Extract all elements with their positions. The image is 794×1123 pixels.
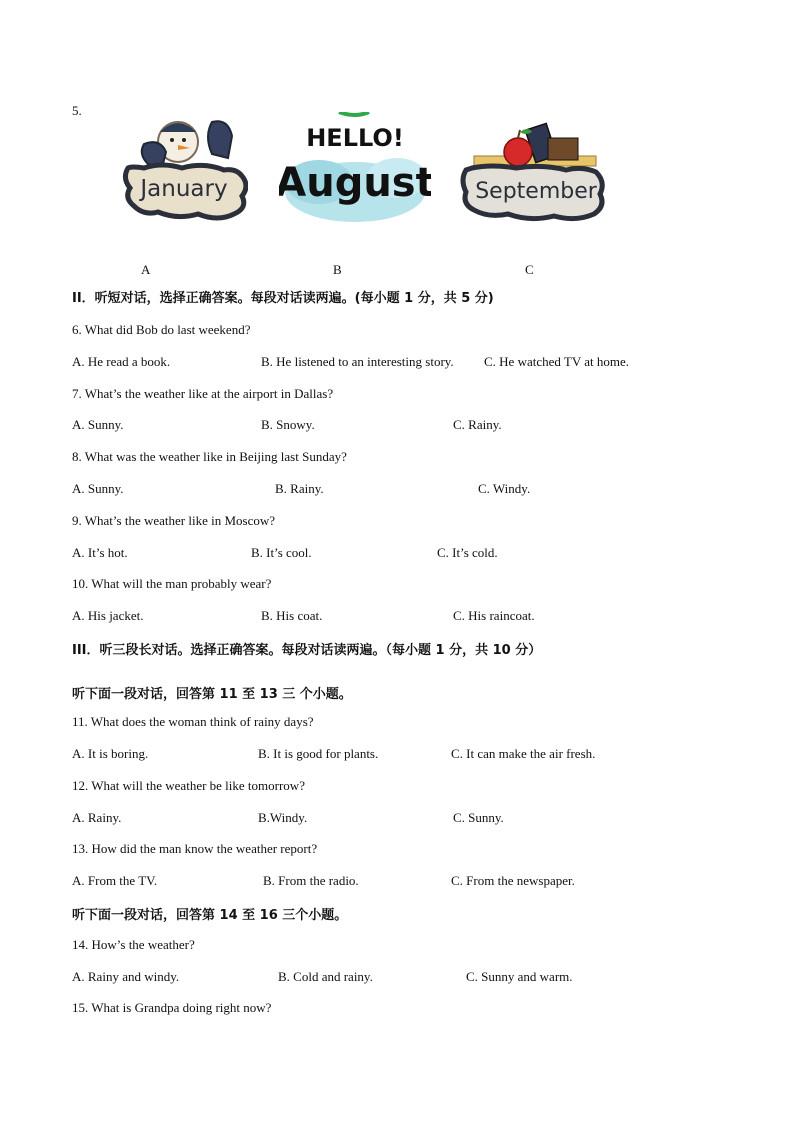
section-3-title: III．听三段长对话。选择正确答案。每段对话读两遍。（每小题 1 分，共 10 分） <box>72 643 542 658</box>
picture-a-word: January <box>140 176 228 202</box>
question-12-option-c: C. Sunny. <box>453 810 504 825</box>
question-11-option-c: C. It can make the air fresh. <box>451 746 596 761</box>
question-13-option-a: A. From the TV. <box>72 873 158 888</box>
question-7-option-a: A. Sunny. <box>72 417 124 432</box>
question-8: 8. What was the weather like in Beijing last Sunday? <box>72 449 347 464</box>
question-9-option-c: C. It’s cold. <box>437 545 498 560</box>
question-14-option-a: A. Rainy and windy. <box>72 969 180 984</box>
question-6-option-a: A. He read a book. <box>72 354 171 369</box>
question-11-option-a: A. It is boring. <box>72 746 149 761</box>
question-10-option-c: C. His raincoat. <box>453 608 535 623</box>
question-7-option-b: B. Snowy. <box>261 417 315 432</box>
question-10-option-a: A. His jacket. <box>72 608 144 623</box>
picture-b-august <box>279 112 431 233</box>
question-11-option-b: B. It is good for plants. <box>258 746 379 761</box>
question-12-option-b: B.Windy. <box>258 810 308 825</box>
picture-c-september <box>460 118 610 226</box>
question-12: 12. What will the weather be like tomorrow? <box>72 778 305 793</box>
question-8-option-c: C. Windy. <box>478 481 531 496</box>
picture-a-label: A <box>141 262 151 277</box>
question-13: 13. How did the man know the weather report? <box>72 841 318 856</box>
question-9-option-b: B. It’s cool. <box>251 545 312 560</box>
question-6: 6. What did Bob do last weekend? <box>72 322 251 337</box>
apple-books-icon <box>460 118 610 226</box>
section-3-group-1-instruction: 听下面一段对话，回答第 11 至 13 三 个小题。 <box>72 687 352 702</box>
picture-c-word: September <box>475 179 597 204</box>
question-7: 7. What’s the weather like at the airport in Dallas? <box>72 386 334 401</box>
section-2-title: II．听短对话，选择正确答案。每段对话读两遍。(每小题 1 分，共 5 分) <box>72 291 494 306</box>
question-10: 10. What will the man probably wear? <box>72 576 272 591</box>
question-14-option-c: C. Sunny and warm. <box>466 969 573 984</box>
picture-b-label: B <box>333 262 342 277</box>
picture-b-word-top: HELLO! <box>306 124 404 152</box>
section-3-group-2-instruction: 听下面一段对话，回答第 14 至 16 三个小题。 <box>72 908 348 923</box>
question-12-option-a: A. Rainy. <box>72 810 122 825</box>
question-8-option-a: A. Sunny. <box>72 481 124 496</box>
question-13-option-b: B. From the radio. <box>263 873 359 888</box>
question-9: 9. What’s the weather like in Moscow? <box>72 513 276 528</box>
question-11: 11. What does the woman think of rainy days? <box>72 714 314 729</box>
question-5-number: 5. <box>72 103 82 118</box>
snowman-mitten-icon <box>120 112 248 224</box>
question-13-option-c: C. From the newspaper. <box>451 873 575 888</box>
question-7-option-c: C. Rainy. <box>453 417 502 432</box>
picture-c-label: C <box>525 262 534 277</box>
question-14-option-b: B. Cold and rainy. <box>278 969 373 984</box>
question-6-option-b: B. He listened to an interesting story. <box>261 354 454 369</box>
question-8-option-b: B. Rainy. <box>275 481 324 496</box>
question-10-option-b: B. His coat. <box>261 608 323 623</box>
question-14: 14. How’s the weather? <box>72 937 195 952</box>
picture-b-word: August <box>279 160 431 206</box>
hello-august-icon <box>279 112 431 233</box>
picture-a-january <box>120 112 248 224</box>
question-15: 15. What is Grandpa doing right now? <box>72 1000 272 1015</box>
question-9-option-a: A. It’s hot. <box>72 545 128 560</box>
question-6-option-c: C. He watched TV at home. <box>484 354 630 369</box>
